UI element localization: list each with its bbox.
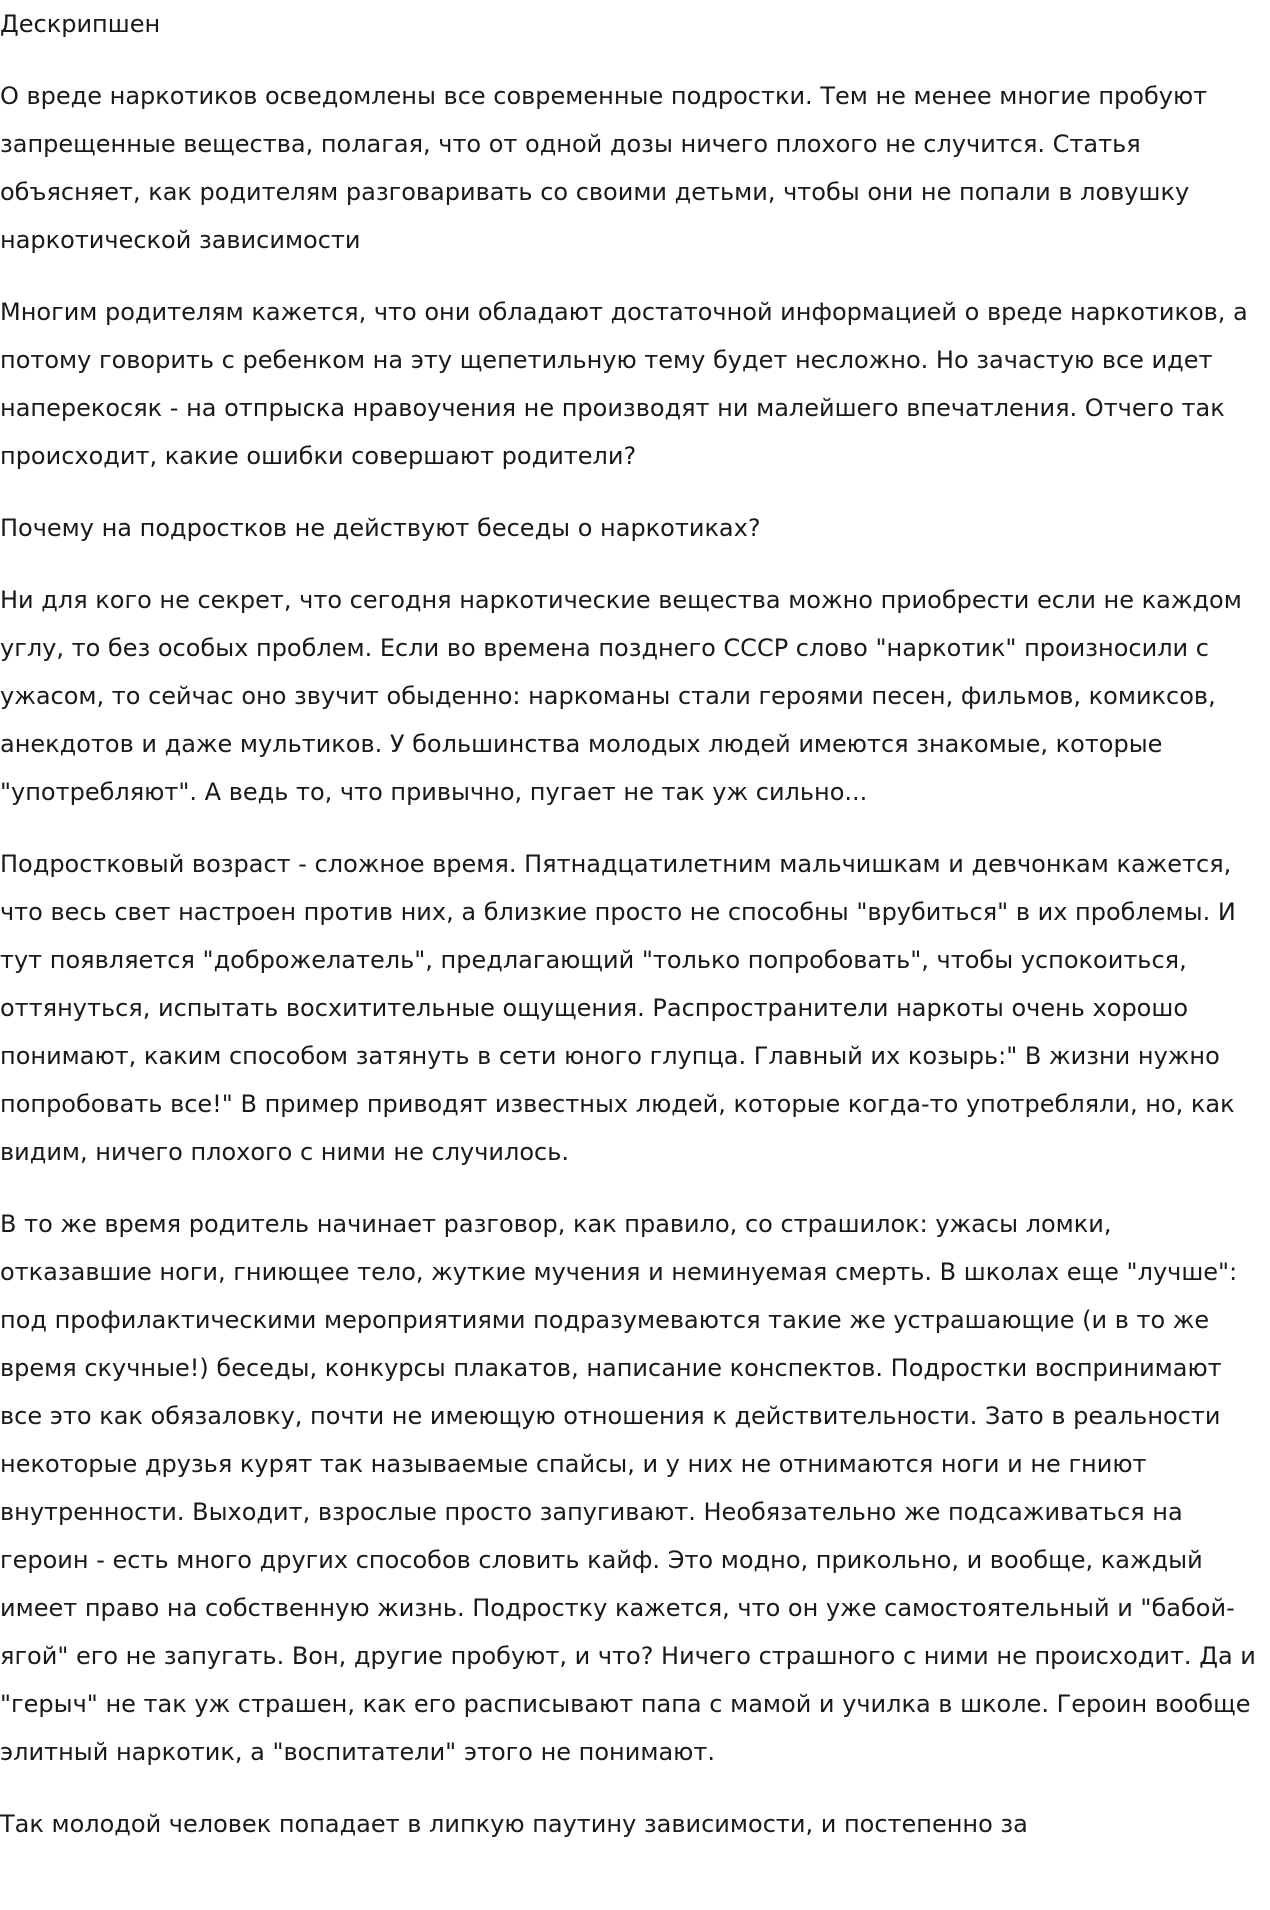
article-intro: Многим родителям кажется, что они обладают достаточной информацией о вреде наркотиков, а потому говорить с ребенком на эту щепетильную тему будет несложно. Но зачастую все идет наперекосяк - на отпрыска нравоучения не производят ни малейшего впечатления. Отчего так происходит, какие ошибки совершают родители? bbox=[0, 298, 1248, 470]
article-description: О вреде наркотиков осведомлены все современные подростки. Тем не менее многие пробуют запрещенные вещества, полагая, что от одной дозы ничего плохого не случится. Статья объясняет, как родителям разговаривать со своими детьми, чтобы они не попали в ловушку наркотической зависимости bbox=[0, 82, 1208, 254]
document-label: Дескрипшен bbox=[0, 10, 161, 38]
article-paragraph: Ни для кого не секрет, что сегодня наркотические вещества можно приобрести если не каждом углу, то без особых проблем. Если во времена позднего СССР слово "наркотик" произносили с ужасом, то сейчас оно звучит обыденно: наркоманы стали героями песен, фильмов, комиксов, анекдотов и даже мультиков. У большинства молодых людей имеются знакомые, которые "употребляют". А ведь то, что привычно, пугает не так уж сильно... bbox=[0, 586, 1242, 806]
article-paragraph: В то же время родитель начинает разговор, как правило, со страшилок: ужасы ломки, отказавшие ноги, гниющее тело, жуткие мучения и неминуемая смерть. В школах еще "лучше": под профилактическими мероприятиями подразумеваются такие же устрашающие (и в то же время скучные!) беседы, конкурсы плакатов, написание конспектов. Подростки воспринимают все это как обязаловку, почти не имеющую отношения к действительности. Зато в реальности некоторые друзья курят так называемые спайсы, и у них не отнимаются ноги и не гниют внутренности. Выходит, взрослые просто запугивают. Необязательно же подсаживаться на героин - есть много других способов словить кайф. Это модно, прикольно, и вообще, каждый имеет право на собственную жизнь. Подростку кажется, что он уже самостоятельный и "бабой-ягой" его не запугать. Вон, другие пробуют, и что? Ничего страшного с ними не происходит. Да и "герыч" не так уж страшен, как его расписывают папа с мамой и училка в школе. Героин вообще элитный наркотик, а "воспитатели" этого не понимают. bbox=[0, 1210, 1256, 1766]
section-heading: Почему на подростков не действуют беседы о наркотиках? bbox=[0, 514, 761, 542]
article-paragraph: Подростковый возраст - сложное время. Пятнадцатилетним мальчишкам и девчонкам кажется, что весь свет настроен против них, а близкие просто не способны "врубиться" в их проблемы. И тут появляется "доброжелатель", предлагающий "только попробовать", чтобы успокоиться, оттянуться, испытать восхитительные ощущения. Распространители наркоты очень хорошо понимают, каким способом затянуть в сети юного глупца. Главный их козырь:" В жизни нужно попробовать все!" В пример приводят известных людей, которые когда-то употребляли, но, как видим, ничего плохого с ними не случилось. bbox=[0, 850, 1236, 1166]
article-paragraph: Так молодой человек попадает в липкую паутину зависимости, и постепенно за bbox=[0, 1810, 1028, 1838]
